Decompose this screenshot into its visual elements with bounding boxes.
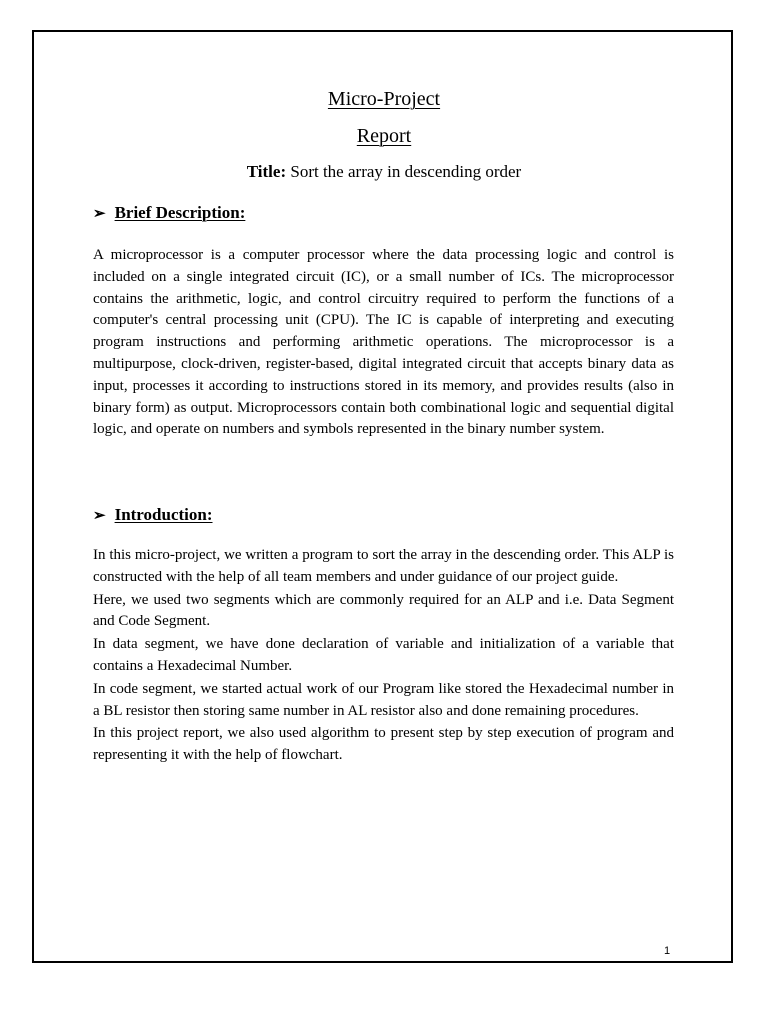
introduction-paragraph: In this project report, we also used algorithm to present step by step execution of program and representing it with the help of flowchart. — [93, 725, 674, 764]
arrow-bullet-icon: ➢ — [93, 205, 106, 222]
document-heading-micro-project: Micro-Project — [327, 88, 441, 110]
introduction-paragraphs — [93, 545, 674, 768]
title-text: Sort the array in descending order — [290, 162, 522, 181]
introduction-paragraph: In code segment, we started actual work of our Program like stored the Hexadecimal number in a BL resistor then storing same number in AL resistor also and done remaining procedures. — [93, 680, 674, 719]
page-number: 1 — [664, 945, 671, 957]
section-heading-text: Brief Description: — [114, 203, 246, 222]
document-heading-report: Report — [356, 125, 412, 147]
document-title — [0, 162, 768, 182]
section-heading-text: Introduction: — [114, 505, 213, 524]
introduction-paragraph: In this micro-project, we written a program to sort the array in the descending order. This ALP is constructed with the help of all team members and under guidance of our project guide. — [93, 547, 674, 585]
brief-description-paragraph: A microprocessor is a computer processor where the data processing logic and control is included on a single integrated circuit (IC), or a small number of ICs. The microprocessor contains the arithmetic, logic, and control circuitry required to perform the functions of a computer's central processing unit (CPU). The IC is capable of interpreting and executing program instructions and performing arithmetic operations. The microprocessor is a multipurpose, clock-driven, register-based, digital integrated circuit that accepts binary data as input, processes it according to instructions stored in its memory, and provides results (also in binary form) as output. Microprocessors contain both combinational logic and sequential digital logic, and operate on numbers and symbols represented in the binary number system. — [93, 247, 674, 438]
introduction-paragraph: In data segment, we have done declaration of variable and initialization of a variable that contains a Hexadecimal Number. — [93, 636, 674, 674]
title-label: Title: — [246, 162, 287, 181]
section-heading-brief-description — [93, 203, 245, 223]
introduction-paragraph: Here, we used two segments which are commonly required for an ALP and i.e. Data Segment and Code Segment. — [93, 591, 674, 630]
section-heading-introduction — [93, 505, 213, 525]
arrow-bullet-icon: ➢ — [93, 507, 106, 524]
